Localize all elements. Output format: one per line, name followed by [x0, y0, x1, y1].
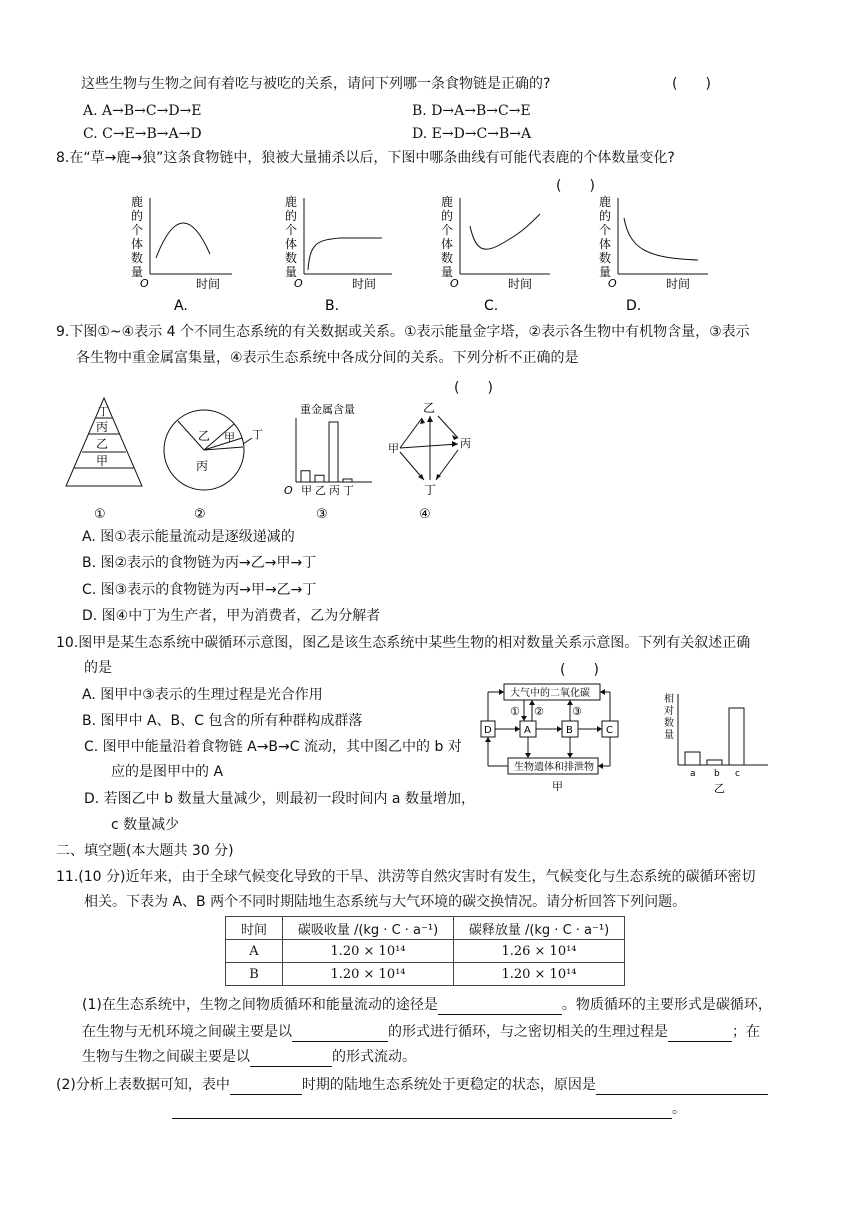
q8-c-ylabel-4: 数 [441, 251, 454, 265]
fig-label-1: ① [94, 507, 106, 522]
q8-a-ylabel-5: 量 [131, 265, 144, 279]
cc-d: D [484, 725, 492, 736]
q9-bar-chart [284, 402, 372, 522]
q9-stem-line2: 各生物中重金属富集量，④表示生态系统中各成分间的关系。下列分析不正确的是 [76, 350, 579, 366]
cc-a: A [524, 725, 531, 736]
q8-b-origin: O [294, 277, 303, 290]
table-header-cell: 时间 [226, 917, 283, 940]
q9-paren: ( ) [454, 380, 493, 396]
q8-d-ylabel-5: 量 [599, 265, 612, 279]
bar-cat-0: 甲 [301, 484, 312, 497]
pie-ding: 丁 [252, 428, 263, 441]
q11-p1e: ；在 [732, 1024, 760, 1040]
pie-yi: 乙 [198, 429, 211, 443]
bar-title: 重金属含量 [300, 403, 355, 416]
bar-origin: O [284, 484, 293, 497]
rel-bing: 丙 [460, 437, 471, 450]
q8-a-ylabel-0: 鹿 [131, 195, 144, 209]
q9-bar-3 [343, 479, 352, 482]
cc-atmosphere: 大气中的二氧化碳 [510, 688, 590, 699]
q11-p1f: 生物与生物之间碳主要是以 [82, 1049, 250, 1065]
cc-n2: ② [534, 705, 544, 718]
fig-label-3: ③ [316, 507, 328, 522]
q8-d-label: D. [626, 298, 642, 314]
q11-part1-line2 [82, 1022, 760, 1042]
q8-d-xlabel: 时间 [666, 277, 691, 291]
rel-jia: 甲 [388, 442, 399, 455]
q10-option-b: B. 图甲中 A、B、C 包含的所有种群构成群落 [82, 713, 363, 729]
q11-p1g: 的形式流动。 [332, 1049, 416, 1065]
q10-relative-quantity-chart [660, 690, 780, 794]
q8-c-ylabel-0: 鹿 [441, 195, 454, 209]
q11-p1c: 在生物与无机环境之间碳主要是以 [82, 1024, 292, 1040]
cc-caption: 甲 [552, 780, 563, 792]
q10-option-c: C. 图甲中能量沿着食物链 A→B→C 流动，其中图乙中的 b 对 [84, 739, 462, 755]
q9-figures [60, 394, 500, 524]
q8-c-ylabel-2: 个 [441, 223, 454, 237]
q11-line1: 11.(10 分)近年来，由于全球气候变化导致的干旱、洪涝等自然灾害时有发生，气候变化与生态系统的碳循环密切 [56, 869, 756, 885]
fig-label-4: ④ [419, 507, 431, 522]
q9-option-b: B. 图②表示的食物链为丙→乙→甲→丁 [82, 555, 317, 571]
q11-line2: 相关。下表为 A、B 两个不同时期陆地生态系统与大气环境的碳交换情况。请分析回答下列问题。 [84, 894, 687, 910]
q8-c-ylabel-5: 量 [441, 265, 454, 279]
pyramid-jia: 甲 [96, 454, 109, 468]
yi-caption: 乙 [714, 782, 725, 794]
q8-a-xlabel: 时间 [196, 277, 221, 291]
q8-a-ylabel-1: 的 [131, 209, 144, 223]
q10-option-a: A. 图甲中③表示的生理过程是光合作用 [82, 687, 323, 703]
q8-c-ylabel-3: 体 [441, 237, 454, 251]
answer-blank-period[interactable] [230, 1078, 302, 1095]
yi-cat-a: a [690, 769, 696, 779]
q10-option-d-cont: c 数量减少 [111, 817, 180, 833]
q11-p2b: 时期的陆地生态系统处于更稳定的状态，原因是 [301, 1077, 596, 1093]
rel-ding: 丁 [424, 483, 437, 497]
yi-ylabel-3: 量 [664, 730, 674, 741]
answer-blank-process[interactable] [668, 1025, 732, 1042]
q8-d-ylabel-4: 数 [599, 251, 612, 265]
table-row [226, 940, 625, 963]
q10-paren: ( ) [560, 662, 599, 678]
q8-a-ylabel-3: 体 [131, 237, 144, 251]
yi-ylabel-0: 相 [664, 694, 674, 705]
q9-option-a: A. 图①表示能量流动是逐级递减的 [82, 529, 295, 545]
answer-blank-reason-2[interactable] [172, 1102, 672, 1119]
q8-paren: ( ) [556, 178, 595, 194]
section-2-heading: 二、填空题(本大题共 30 分) [56, 843, 234, 859]
q9-bar-1 [315, 475, 324, 482]
rel-yi: 乙 [423, 401, 436, 415]
q8-b-ylabel-1: 的 [285, 209, 298, 223]
q8-b-xlabel: 时间 [352, 277, 377, 291]
cc-n3: ③ [572, 705, 582, 718]
q7-option-a: A. A→B→C→D→E [83, 103, 202, 119]
q9-bar-0 [301, 471, 310, 482]
q8-graph-b [285, 194, 392, 314]
q8-c-label: C. [484, 298, 499, 314]
q7-stem: 这些生物与生物之间有着吃与被吃的关系，请问下列哪一条食物链是正确的? [81, 76, 551, 92]
q9-option-d: D. 图④中丁为生产者，甲为消费者，乙为分解者 [82, 608, 381, 624]
table-cell: A [226, 940, 283, 963]
q11-p1d: 的形式进行循环，与之密切相关的生理过程是 [388, 1024, 668, 1040]
q8-graph-d [599, 194, 708, 314]
answer-blank-carbon-form-abiotic[interactable] [292, 1025, 388, 1042]
pyramid-bing: 丙 [96, 420, 109, 434]
q11-part1-line1 [82, 995, 772, 1015]
carbon-exchange-table [225, 916, 625, 986]
answer-blank-carbon-form-biotic[interactable] [250, 1050, 332, 1067]
q8-b-ylabel-5: 量 [285, 265, 298, 279]
q8-a-ylabel-2: 个 [131, 223, 144, 237]
q9-bar-2 [329, 422, 338, 482]
cc-remains: 生物遗体和排泄物 [514, 762, 594, 773]
q8-stem: 8.在“草→鹿→狼”这条食物链中，狼被大量捕杀以后，下图中哪条曲线有可能代表鹿的个体数量变化? [56, 150, 675, 166]
yi-bar-0 [685, 752, 700, 765]
q10-stem-line2: 的是 [84, 660, 112, 676]
q11-p2a: (2)分析上表数据可知，表中 [56, 1077, 230, 1093]
q11-part1-line3 [82, 1047, 416, 1067]
q9-option-c: C. 图③表示的食物链为丙→甲→乙→丁 [82, 582, 317, 598]
table-header-cell: 碳释放量 /(kg · C · a⁻¹) [454, 917, 625, 940]
q8-c-xlabel: 时间 [508, 277, 533, 291]
q9-relation-diagram [388, 401, 471, 522]
q7-option-c: C. C→E→B→A→D [83, 126, 202, 142]
q8-a-ylabel-4: 数 [131, 251, 144, 265]
q10-carbon-cycle-diagram [476, 680, 636, 792]
yi-cat-c: c [735, 769, 740, 779]
q11-part2-line1 [56, 1075, 768, 1095]
pie-jia: 甲 [224, 431, 235, 444]
q11-p1b: 。物质循环的主要形式是碳循环， [561, 997, 772, 1013]
table-cell: 1.26 × 10¹⁴ [454, 940, 625, 963]
q8-d-ylabel-1: 的 [599, 209, 612, 223]
table-cell: 1.20 × 10¹⁴ [283, 940, 454, 963]
answer-blank-reason-1[interactable] [596, 1078, 768, 1095]
q9-pie-chart [164, 410, 263, 522]
q8-graph-c [441, 194, 550, 314]
cc-b: B [566, 725, 573, 736]
q8-d-origin: O [608, 277, 617, 290]
table-cell: B [226, 963, 283, 986]
table-cell: 1.20 × 10¹⁴ [454, 963, 625, 986]
answer-blank-pathway[interactable] [438, 998, 562, 1015]
q8-d-ylabel-3: 体 [599, 237, 612, 251]
cc-c: C [606, 725, 613, 736]
q8-graphs [120, 192, 720, 316]
q10-stem-line1: 10.图甲是某生态系统中碳循环示意图，图乙是该生态系统中某些生物的相对数量关系示意图。下列有关叙述正确 [56, 635, 751, 651]
yi-bar-2 [729, 708, 744, 765]
q7-paren: ( ) [672, 76, 711, 92]
yi-bar-1 [707, 760, 722, 765]
yi-ylabel-2: 数 [664, 718, 674, 729]
q8-c-origin: O [450, 277, 459, 290]
q8-b-ylabel-0: 鹿 [285, 195, 298, 209]
q8-b-label: B. [325, 298, 340, 314]
q11-part2-line2 [172, 1099, 686, 1119]
bar-cat-3: 丁 [343, 484, 354, 497]
cc-n1: ① [510, 705, 520, 718]
q9-energy-pyramid [66, 398, 142, 522]
table-header-cell: 碳吸收量 /(kg · C · a⁻¹) [283, 917, 454, 940]
table-cell: 1.20 × 10¹⁴ [283, 963, 454, 986]
bar-cat-2: 丙 [329, 484, 340, 497]
yi-cat-b: b [714, 769, 720, 779]
pyramid-ding: 丁 [98, 405, 109, 418]
q8-b-ylabel-2: 个 [285, 223, 298, 237]
q10-option-d: D. 若图乙中 b 数量大量减少，则最初一段时间内 a 数量增加， [84, 791, 475, 807]
q7-option-d: D. E→D→C→B→A [412, 126, 532, 142]
fig-label-2: ② [194, 507, 206, 522]
q8-a-origin: O [140, 277, 149, 290]
pyramid-yi: 乙 [96, 437, 109, 451]
yi-ylabel-1: 对 [664, 706, 674, 717]
table-row [226, 963, 625, 986]
bar-cat-1: 乙 [315, 484, 326, 497]
q11-p2c: 。 [672, 1101, 686, 1117]
q8-b-ylabel-3: 体 [285, 237, 298, 251]
q8-a-label: A. [174, 298, 188, 314]
q8-b-ylabel-4: 数 [285, 251, 298, 265]
q11-p1a: (1)在生态系统中，生物之间物质循环和能量流动的途径是 [82, 997, 438, 1013]
pie-bing: 丙 [196, 459, 209, 473]
q9-stem-line1: 9.下图①~④表示 4 个不同生态系统的有关数据或关系。①表示能量金字塔，②表示各生物中有机物含量，③表示 [56, 324, 750, 340]
q7-option-b: B. D→A→B→C→E [412, 103, 531, 119]
q8-d-ylabel-0: 鹿 [599, 195, 612, 209]
q8-d-ylabel-2: 个 [599, 223, 612, 237]
q10-option-c-cont: 应的是图甲中的 A [111, 764, 224, 780]
q8-graph-a [131, 194, 232, 314]
table-header-row [226, 917, 625, 940]
q8-c-ylabel-1: 的 [441, 209, 454, 223]
